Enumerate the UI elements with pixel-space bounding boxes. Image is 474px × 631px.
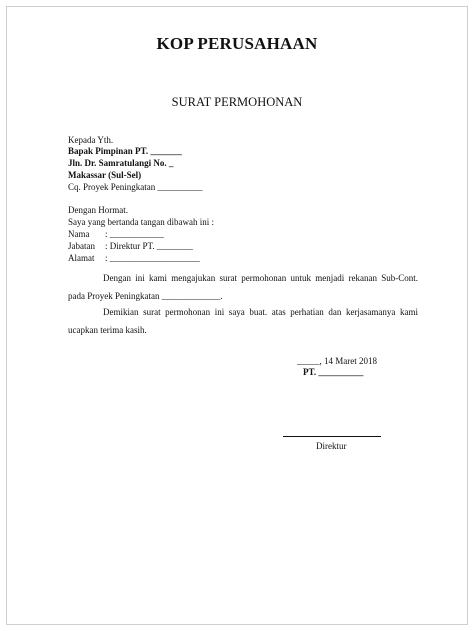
identity-value-address: : ____________________ [105,253,200,263]
signer-company: PT. __________ [303,367,364,377]
letterhead-title: KOP PERUSAHAAN [156,34,318,53]
identity-value-position: : Direktur PT. ________ [105,241,193,251]
signature-line [283,436,381,437]
letter-page [6,6,468,625]
recipient-line-4: Cq. Proyek Peningkatan __________ [68,182,203,192]
recipient-line-1: Bapak Pimpinan PT. _______ [68,146,182,156]
recipient-salutation: Kepada Yth. [68,135,114,145]
recipient-line-2: Jln. Dr. Samratulangi No. _ [68,158,174,168]
identity-label-name: Nama [68,229,90,239]
greeting: Dengan Hormat. [68,205,128,215]
letter-date: _____, 14 Maret 2018 [297,356,377,366]
identity-label-address: Alamat [68,253,95,263]
signer-position: Direktur [316,441,347,451]
letter-title: SURAT PERMOHONAN [171,95,303,109]
body-paragraph-1: Dengan ini kami mengajukan surat permohonan untuk menjadi rekanan Sub-Cont. pada Proyek Peningkatan _____________. [68,273,418,301]
intro-text: Saya yang bertanda tangan dibawah ini : [68,217,214,227]
identity-value-name: : ____________ [105,229,164,239]
identity-label-position: Jabatan [68,241,95,251]
recipient-line-3: Makassar (Sul-Sel) [68,170,142,180]
body-paragraph-2: Demikian surat permohonan ini saya buat. atas perhatian dan kerjasamanya kami ucapkan terima kasih. [68,307,418,335]
